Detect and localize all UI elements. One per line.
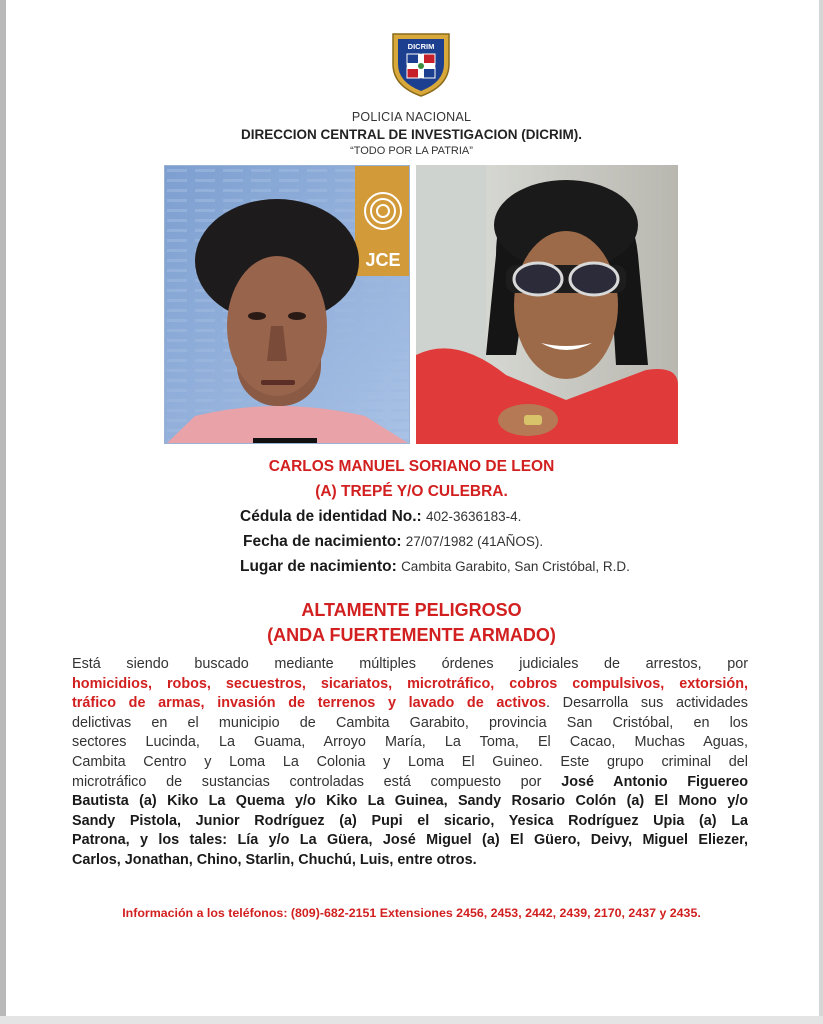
birth-place-label: Lugar de nacimiento:	[240, 558, 397, 575]
contact-phones: Información a los teléfonos: (809)-682-2151 Extensiones 2456, 2453, 2442, 2439, 2170, 2437 y 2435.	[122, 906, 701, 920]
danger-warning: ALTAMENTE PELIGROSO	[301, 600, 522, 620]
motto: “TODO POR LA PATRIA”	[350, 145, 473, 157]
dicrim-seal-icon	[389, 30, 453, 98]
birth-date-label: Fecha de nacimiento:	[243, 533, 402, 550]
members-line: Bautista (a) Kiko La Quema y/o Kiko La Guinea, Sandy Rosario Colón (a) El Mono y/o	[72, 793, 748, 810]
description-line: sectores Lucinda, La Guama, Arroyo María, La Toma, El Cacao, Muchas Aguas,	[72, 734, 748, 751]
description-line: tráfico de armas, invasión de terrenos y lavado de activos. Desarrolla sus actividades	[72, 695, 748, 712]
id-number-row	[240, 508, 521, 526]
id-number-value: 402-3636183-4.	[426, 509, 522, 524]
members-line: Patrona, y los tales: Lía y/o La Güera, José Miguel (a) El Güero, Deivy, Miguel Eliezer,	[72, 832, 748, 849]
selfie-photo	[416, 165, 678, 444]
description-paragraph	[72, 655, 748, 871]
birth-date-row	[243, 533, 543, 551]
subject-name: CARLOS MANUEL SORIANO DE LEON	[268, 458, 555, 475]
division-name: DIRECCION CENTRAL DE INVESTIGACION (DICRIM).	[240, 127, 582, 142]
description-line: Cambita Centro y Loma La Colonia y Loma El Guineo. Este grupo criminal del	[72, 753, 748, 770]
id-number-label: Cédula de identidad No.:	[240, 508, 422, 525]
description-line: microtráfico de sustancias controladas está compuesto por José Antonio Figuereo	[72, 773, 748, 790]
crimes-line-end: tráfico de armas, invasión de terrenos y lavado de activos	[72, 695, 546, 712]
description-line: delictivas en el municipio de Cambita Garabito, provincia San Cristóbal, en los	[72, 714, 748, 731]
crimes-line: homicidios, robos, secuestros, sicariatos, microtráfico, cobros compulsivos, extorsión,	[72, 675, 748, 692]
armed-warning: (ANDA FUERTEMENTE ARMADO)	[267, 625, 556, 645]
id-photo	[164, 165, 410, 444]
svg-text:DICRIM: DICRIM	[407, 42, 435, 51]
members-line: Carlos, Jonathan, Chino, Starlin, Chuchú, Luis, entre otros.	[72, 851, 477, 868]
birth-place-value: Cambita Garabito, San Cristóbal, R.D.	[401, 559, 630, 574]
members-line: Sandy Pistola, Junior Rodríguez (a) Pupi el sicario, Yesica Rodríguez Upia (a) La	[72, 812, 748, 829]
member-name: José Antonio Figuereo	[561, 773, 748, 790]
subject-alias: (A) TREPÉ Y/O CULEBRA.	[315, 483, 508, 500]
description-line: Está siendo buscado mediante múltiples órdenes judiciales de arrestos, por	[72, 656, 748, 672]
birth-date-value: 27/07/1982 (41AÑOS).	[405, 534, 544, 549]
jce-badge: JCE	[365, 250, 401, 270]
page-edge-bottom	[0, 1016, 823, 1024]
birth-place-row	[240, 558, 630, 576]
org-name: POLICIA NACIONAL	[351, 110, 472, 124]
